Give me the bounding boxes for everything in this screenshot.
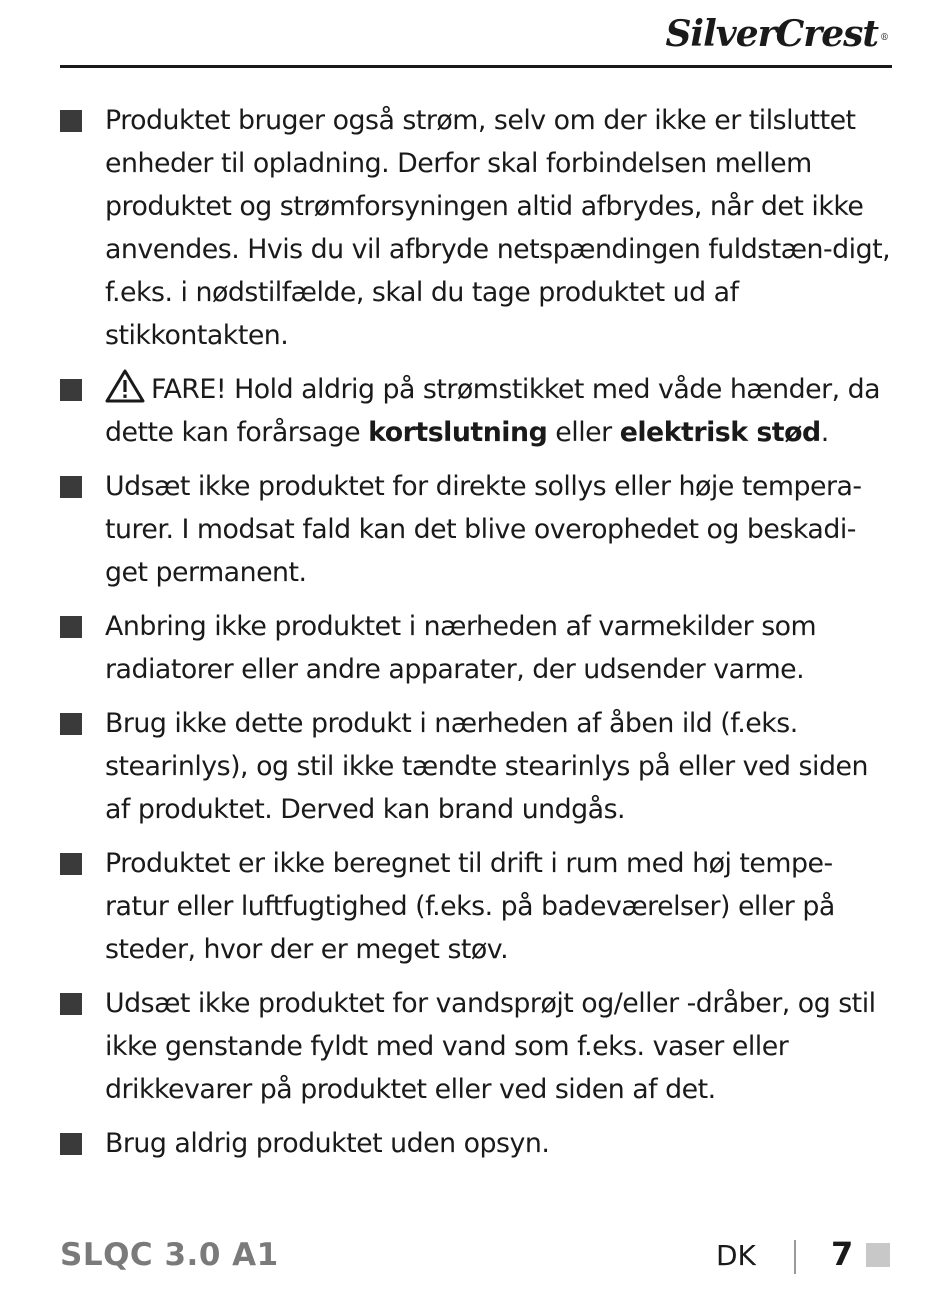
square-bullet-icon [60,476,82,498]
list-item-text: Anbring ikke produktet i nærheden af varmekilder som radiatorer eller andre apparater, der udsender varme. [105,611,817,685]
warning-triangle-icon [105,369,145,403]
list-item [60,605,896,691]
registered-mark: ® [880,33,888,43]
list-item [60,702,896,831]
list-item [60,982,896,1111]
list-item-text: Brug ikke dette produkt i nærheden af åben ild (f.eks. stearinlys), og stil ikke tændte stearinlys på eller ved siden af produktet. Derved kan brand undgås. [105,708,868,825]
brand-logo [665,12,888,56]
list-item-warning [60,368,896,454]
square-bullet-icon [60,713,82,735]
footer-model-number: SLQC 3.0 A1 [60,1237,279,1273]
warning-bold-electric-shock: elektrisk stød [619,417,821,448]
list-item-text: Udsæt ikke produktet for vandsprøjt og/eller -dråber, og stil ikke genstande fyldt med vand som f.eks. vaser eller drikkevarer på produktet eller ved siden af det. [105,988,876,1105]
square-bullet-icon [60,853,82,875]
list-item-text: Produktet bruger også strøm, selv om der ikke er tilsluttet enheder til opladning. Derfor skal forbindelsen mellem produktet og strømforsyningen altid afbrydes, når det ikke anvendes. Hvis du vil afbryde netspændingen fuldstæn-digt, f.eks. i nødstilfælde, skal du tage produktet ud af stikkontakten. [105,105,891,351]
list-item [60,1122,896,1165]
warning-bold-short-circuit: kortslutning [368,417,548,448]
footer-divider [794,1240,796,1274]
list-item-text: Produktet er ikke beregnet til drift i rum med høj tempe-ratur eller luftfugtighed (f.eks. på badeværelser) eller på steder, hvor der er meget støv. [105,848,835,965]
warning-text-lead: FARE! Hold aldrig på strømstikket med våde hænder, da dette kan forårsage [105,374,881,448]
list-item-text: Udsæt ikke produktet for direkte sollys eller høje tempera-turer. I modsat fald kan det blive overophedet og beskadi-get permanent. [105,471,862,588]
footer-language-code: DK [716,1239,756,1272]
square-bullet-icon [60,110,82,132]
safety-instructions-list [60,99,896,1176]
square-bullet-icon [60,616,82,638]
list-item-text: Brug aldrig produktet uden opsyn. [105,1128,550,1159]
list-item [60,465,896,594]
list-item [60,842,896,971]
header-rule [60,65,892,68]
square-bullet-icon [60,1133,82,1155]
square-bullet-icon [60,379,82,401]
square-bullet-icon [60,993,82,1015]
warning-text-end: . [820,417,829,448]
page-marker-square-icon [866,1243,890,1267]
list-item [60,99,896,357]
page-number: 7 [831,1235,854,1273]
warning-text-mid: eller [547,417,620,448]
brand-logo-text: SilverCrest [665,13,878,55]
